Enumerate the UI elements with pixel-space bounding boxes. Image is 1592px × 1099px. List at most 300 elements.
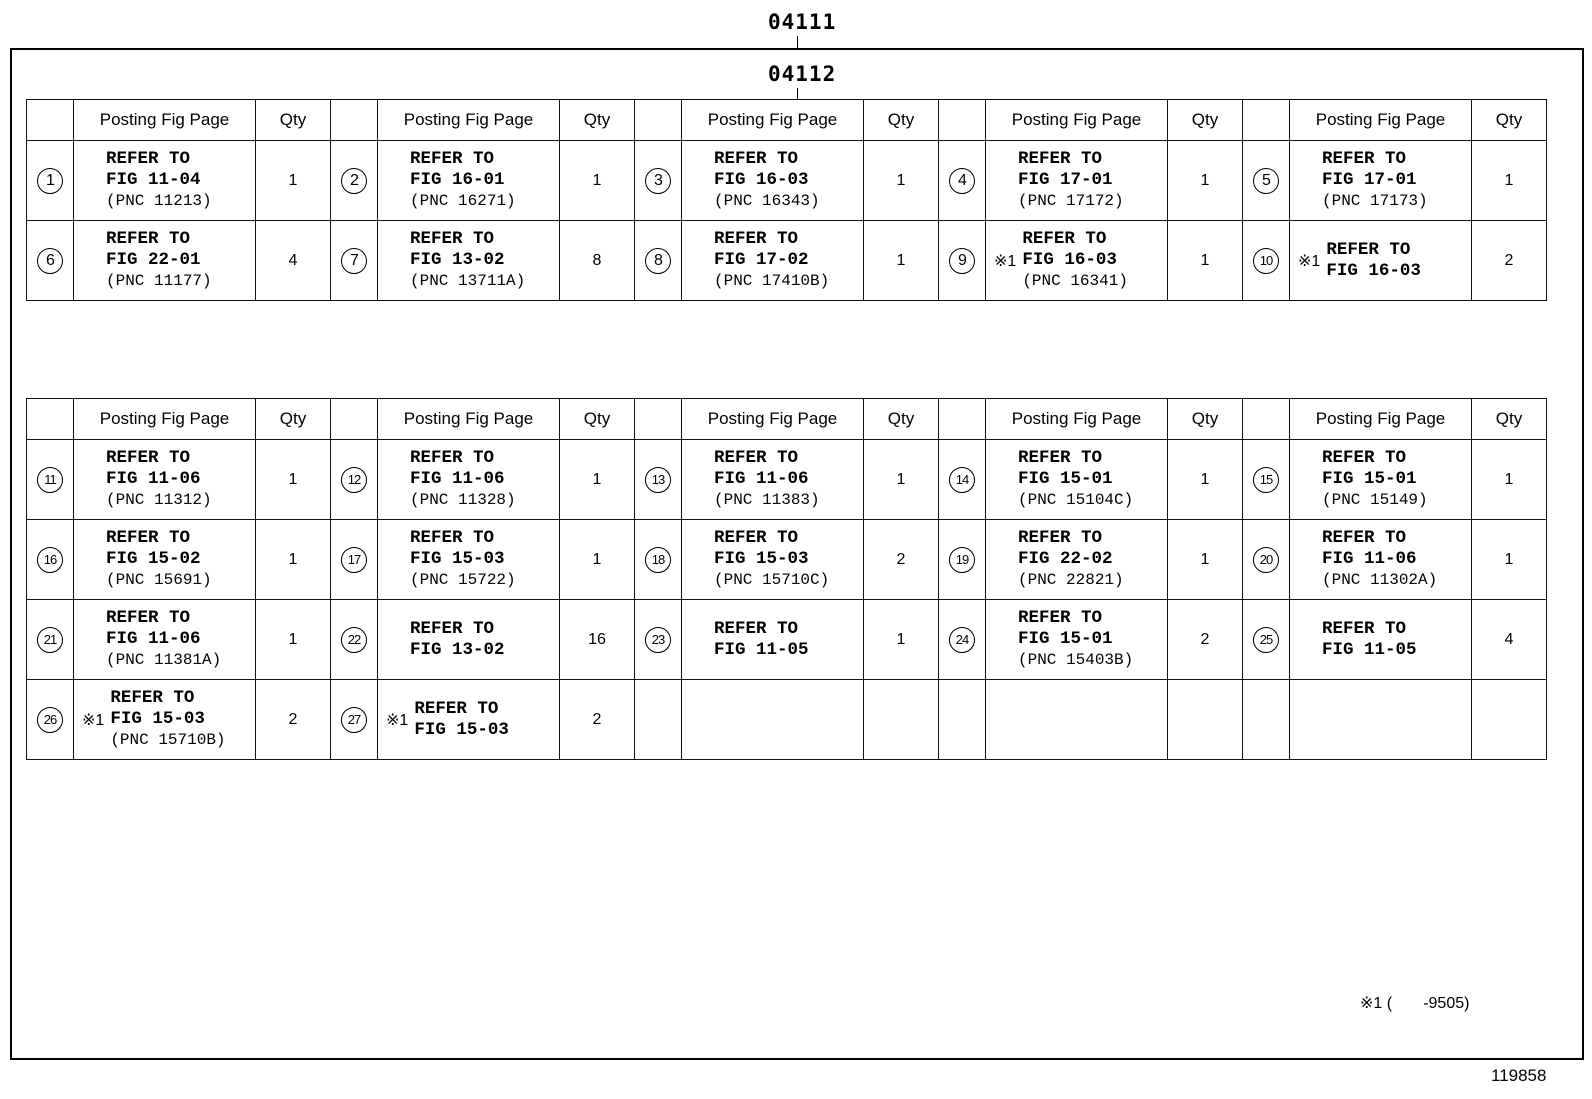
reference-text bbox=[994, 528, 1124, 591]
refer-to-label: REFER TO bbox=[1018, 608, 1103, 628]
index-cell bbox=[939, 520, 986, 600]
index-cell bbox=[331, 141, 378, 221]
index-cell bbox=[939, 440, 986, 520]
table-row bbox=[27, 600, 1547, 680]
item-number-badge: 24 bbox=[949, 627, 975, 653]
reference-block bbox=[986, 608, 1167, 671]
index-cell bbox=[1243, 141, 1290, 221]
reference-block bbox=[986, 528, 1167, 591]
reference-text bbox=[690, 619, 809, 661]
header-index bbox=[939, 100, 986, 141]
pnc-number: (PNC 16271) bbox=[410, 192, 516, 210]
figure-number: FIG 15-03 bbox=[410, 549, 505, 569]
reference-cell bbox=[986, 520, 1168, 600]
header-posting-fig-page: Posting Fig Page bbox=[74, 399, 256, 440]
reference-cell bbox=[378, 221, 560, 301]
index-cell bbox=[635, 440, 682, 520]
item-number-badge: 15 bbox=[1253, 467, 1279, 493]
outer-leader-line bbox=[797, 36, 798, 48]
reference-cell bbox=[74, 221, 256, 301]
refer-to-label: REFER TO bbox=[410, 448, 495, 468]
reference-text bbox=[690, 448, 820, 511]
figure-number: FIG 17-01 bbox=[1018, 170, 1113, 190]
header-index bbox=[635, 100, 682, 141]
reference-block bbox=[378, 149, 559, 212]
applicability-mark: ※1 bbox=[994, 252, 1017, 270]
refer-to-label: REFER TO bbox=[1322, 618, 1407, 639]
qty-cell bbox=[1168, 440, 1243, 520]
header-posting-fig-page: Posting Fig Page bbox=[378, 100, 560, 141]
refer-to-label: REFER TO bbox=[106, 149, 191, 169]
reference-cell bbox=[74, 141, 256, 221]
index-cell bbox=[27, 221, 74, 301]
reference-text bbox=[690, 229, 829, 292]
applicability-mark: ※1 bbox=[1298, 252, 1321, 270]
pnc-number: (PNC 15710B) bbox=[110, 731, 226, 749]
drawing-number: 119858 bbox=[1491, 1066, 1547, 1085]
figure-number: FIG 16-03 bbox=[1022, 250, 1117, 270]
figure-number: FIG 11-06 bbox=[106, 629, 201, 649]
quantity-value: 1 bbox=[1200, 251, 1210, 269]
quantity-value: 1 bbox=[288, 470, 298, 488]
reference-block bbox=[986, 448, 1167, 511]
refer-to-label: REFER TO bbox=[1322, 528, 1407, 548]
header-qty: Qty bbox=[1168, 100, 1243, 141]
header-qty: Qty bbox=[1472, 399, 1547, 440]
header-posting-fig-page: Posting Fig Page bbox=[1290, 399, 1472, 440]
item-number-badge: 20 bbox=[1253, 547, 1279, 573]
reference-cell bbox=[682, 141, 864, 221]
reference-block bbox=[378, 619, 559, 661]
index-cell bbox=[27, 600, 74, 680]
table-row bbox=[27, 141, 1547, 221]
applicability-mark: ※1 bbox=[82, 711, 105, 729]
header-index bbox=[331, 399, 378, 440]
pnc-number: (PNC 11312) bbox=[106, 491, 212, 509]
reference-cell bbox=[378, 440, 560, 520]
item-number-badge: 25 bbox=[1253, 627, 1279, 653]
refer-to-label: REFER TO bbox=[1322, 448, 1407, 468]
reference-text bbox=[386, 528, 516, 591]
header-posting-fig-page: Posting Fig Page bbox=[378, 399, 560, 440]
figure-number: FIG 15-01 bbox=[1018, 469, 1113, 489]
quantity-value: 8 bbox=[592, 251, 602, 269]
quantity-value: 2 bbox=[288, 710, 298, 728]
quantity-value: 1 bbox=[1200, 470, 1210, 488]
item-number-badge: 9 bbox=[949, 248, 975, 274]
item-number-badge: 3 bbox=[645, 168, 671, 194]
quantity-value: 2 bbox=[896, 550, 906, 568]
pnc-number: (PNC 16343) bbox=[714, 192, 820, 210]
refer-to-label: REFER TO bbox=[714, 149, 799, 169]
item-number-badge: 13 bbox=[645, 467, 671, 493]
qty-cell bbox=[560, 520, 635, 600]
qty-cell bbox=[560, 141, 635, 221]
index-cell bbox=[939, 680, 986, 760]
refer-to-label: REFER TO bbox=[110, 688, 195, 708]
qty-cell bbox=[256, 141, 331, 221]
pnc-number: (PNC 15104C) bbox=[1018, 491, 1134, 509]
qty-cell bbox=[1472, 440, 1547, 520]
figure-number: FIG 16-03 bbox=[714, 170, 809, 190]
qty-cell bbox=[1472, 141, 1547, 221]
refer-to-label: REFER TO bbox=[106, 229, 191, 249]
pnc-number: (PNC 11213) bbox=[106, 192, 212, 210]
reference-text bbox=[1022, 229, 1128, 292]
header-index bbox=[331, 100, 378, 141]
figure-number: FIG 11-06 bbox=[714, 469, 809, 489]
header-qty: Qty bbox=[560, 399, 635, 440]
refer-to-label: REFER TO bbox=[410, 528, 495, 548]
item-number-badge: 10 bbox=[1253, 248, 1279, 274]
reference-text bbox=[994, 149, 1124, 212]
item-number-badge: 26 bbox=[37, 707, 63, 733]
qty-cell bbox=[1168, 141, 1243, 221]
quantity-value: 1 bbox=[1504, 470, 1514, 488]
refer-to-label: REFER TO bbox=[106, 528, 191, 548]
reference-block bbox=[682, 619, 863, 661]
pnc-number: (PNC 17410B) bbox=[714, 272, 830, 290]
header-qty: Qty bbox=[864, 399, 939, 440]
reference-cell bbox=[378, 680, 560, 760]
index-cell bbox=[635, 520, 682, 600]
reference-block bbox=[74, 229, 255, 292]
outer-assembly-code: 04111 bbox=[768, 10, 837, 34]
reference-text bbox=[1326, 240, 1421, 282]
index-cell bbox=[331, 600, 378, 680]
reference-cell bbox=[378, 600, 560, 680]
qty-cell bbox=[560, 600, 635, 680]
header-qty: Qty bbox=[864, 100, 939, 141]
header-posting-fig-page: Posting Fig Page bbox=[1290, 100, 1472, 141]
inner-assembly-code: 04112 bbox=[768, 62, 837, 86]
figure-number: FIG 15-03 bbox=[414, 719, 509, 740]
index-cell bbox=[27, 520, 74, 600]
item-number-badge: 17 bbox=[341, 547, 367, 573]
header-index bbox=[635, 399, 682, 440]
reference-cell bbox=[1290, 680, 1472, 760]
refer-to-label: REFER TO bbox=[414, 698, 499, 719]
reference-block bbox=[378, 528, 559, 591]
quantity-value: 1 bbox=[592, 470, 602, 488]
reference-text bbox=[1298, 149, 1428, 212]
pnc-number: (PNC 11381A) bbox=[106, 651, 222, 669]
reference-block bbox=[682, 448, 863, 511]
reference-block bbox=[378, 229, 559, 292]
reference-block bbox=[1290, 240, 1471, 282]
reference-cell bbox=[378, 520, 560, 600]
item-number-badge: 1 bbox=[37, 168, 63, 194]
table-row bbox=[27, 221, 1547, 301]
quantity-value: 1 bbox=[1504, 171, 1514, 189]
qty-cell bbox=[864, 440, 939, 520]
quantity-value: 1 bbox=[288, 630, 298, 648]
header-index bbox=[1243, 100, 1290, 141]
reference-cell bbox=[74, 680, 256, 760]
reference-cell bbox=[74, 520, 256, 600]
reference-cell bbox=[682, 520, 864, 600]
quantity-value: 4 bbox=[288, 251, 298, 269]
figure-number: FIG 15-02 bbox=[106, 549, 201, 569]
index-cell bbox=[27, 440, 74, 520]
qty-cell bbox=[560, 440, 635, 520]
refer-to-label: REFER TO bbox=[1322, 149, 1407, 169]
reference-text bbox=[690, 149, 820, 212]
index-cell bbox=[939, 600, 986, 680]
applicability-mark: ※1 bbox=[386, 711, 409, 729]
index-cell bbox=[635, 680, 682, 760]
reference-text bbox=[82, 149, 212, 212]
qty-cell bbox=[560, 680, 635, 760]
pnc-number: (PNC 11383) bbox=[714, 491, 820, 509]
reference-block bbox=[378, 699, 559, 741]
header-qty: Qty bbox=[560, 100, 635, 141]
index-cell bbox=[635, 600, 682, 680]
header-index bbox=[939, 399, 986, 440]
pnc-number: (PNC 11302A) bbox=[1322, 571, 1438, 589]
quantity-value: 1 bbox=[1200, 171, 1210, 189]
refer-to-label: REFER TO bbox=[410, 229, 495, 249]
reference-block bbox=[74, 448, 255, 511]
refer-to-label: REFER TO bbox=[1018, 448, 1103, 468]
header-qty: Qty bbox=[1472, 100, 1547, 141]
header-qty: Qty bbox=[256, 399, 331, 440]
header-index bbox=[1243, 399, 1290, 440]
reference-block bbox=[1290, 528, 1471, 591]
reference-block bbox=[74, 149, 255, 212]
qty-cell bbox=[864, 520, 939, 600]
reference-text bbox=[414, 699, 509, 741]
figure-number: FIG 11-06 bbox=[1322, 549, 1417, 569]
qty-cell bbox=[256, 600, 331, 680]
refer-to-label: REFER TO bbox=[410, 149, 495, 169]
figure-number: FIG 15-01 bbox=[1322, 469, 1417, 489]
reference-text bbox=[386, 149, 516, 212]
item-number-badge: 27 bbox=[341, 707, 367, 733]
figure-number: FIG 17-02 bbox=[714, 250, 809, 270]
reference-cell bbox=[74, 600, 256, 680]
item-number-badge: 5 bbox=[1253, 168, 1279, 194]
quantity-value: 1 bbox=[288, 171, 298, 189]
item-number-badge: 12 bbox=[341, 467, 367, 493]
refer-to-label: REFER TO bbox=[714, 229, 799, 249]
index-cell bbox=[331, 440, 378, 520]
qty-cell bbox=[864, 680, 939, 760]
qty-cell bbox=[864, 221, 939, 301]
figure-number: FIG 11-06 bbox=[106, 469, 201, 489]
qty-cell bbox=[1472, 600, 1547, 680]
reference-cell bbox=[378, 141, 560, 221]
pnc-number: (PNC 15710C) bbox=[714, 571, 830, 589]
parts-reference-table-bottom bbox=[26, 398, 1547, 760]
pnc-number: (PNC 15149) bbox=[1322, 491, 1428, 509]
table-row bbox=[27, 520, 1547, 600]
header-index bbox=[27, 399, 74, 440]
header-posting-fig-page: Posting Fig Page bbox=[682, 100, 864, 141]
reference-cell bbox=[1290, 600, 1472, 680]
reference-block bbox=[1290, 619, 1471, 661]
reference-text bbox=[82, 229, 212, 292]
qty-cell bbox=[256, 440, 331, 520]
footnote: ※1 ( -9505) bbox=[1360, 995, 1470, 1012]
item-number-badge: 21 bbox=[37, 627, 63, 653]
item-number-badge: 14 bbox=[949, 467, 975, 493]
header-row bbox=[27, 399, 1547, 440]
index-cell bbox=[331, 221, 378, 301]
reference-text bbox=[1298, 619, 1417, 661]
reference-block bbox=[378, 448, 559, 511]
figure-number: FIG 17-01 bbox=[1322, 170, 1417, 190]
refer-to-label: REFER TO bbox=[106, 608, 191, 628]
header-qty: Qty bbox=[1168, 399, 1243, 440]
index-cell bbox=[1243, 221, 1290, 301]
index-cell bbox=[331, 520, 378, 600]
refer-to-label: REFER TO bbox=[1326, 239, 1411, 260]
qty-cell bbox=[1472, 680, 1547, 760]
quantity-value: 4 bbox=[1504, 630, 1514, 648]
reference-cell bbox=[986, 440, 1168, 520]
qty-cell bbox=[864, 600, 939, 680]
qty-cell bbox=[1472, 520, 1547, 600]
reference-text bbox=[82, 608, 221, 671]
item-number-badge: 19 bbox=[949, 547, 975, 573]
reference-block bbox=[986, 149, 1167, 212]
item-number-badge: 16 bbox=[37, 547, 63, 573]
index-cell bbox=[1243, 520, 1290, 600]
item-number-badge: 22 bbox=[341, 627, 367, 653]
header-qty: Qty bbox=[256, 100, 331, 141]
reference-text bbox=[1298, 528, 1437, 591]
figure-number: FIG 15-03 bbox=[714, 549, 809, 569]
index-cell bbox=[1243, 680, 1290, 760]
qty-cell bbox=[1168, 221, 1243, 301]
quantity-value: 1 bbox=[896, 630, 906, 648]
reference-block bbox=[986, 229, 1167, 292]
qty-cell bbox=[864, 141, 939, 221]
reference-block bbox=[74, 528, 255, 591]
figure-number: FIG 13-02 bbox=[410, 250, 505, 270]
pnc-number: (PNC 15691) bbox=[106, 571, 212, 589]
reference-text bbox=[82, 448, 212, 511]
refer-to-label: REFER TO bbox=[714, 618, 799, 639]
figure-number: FIG 22-01 bbox=[106, 250, 201, 270]
header-posting-fig-page: Posting Fig Page bbox=[682, 399, 864, 440]
table-row bbox=[27, 680, 1547, 760]
pnc-number: (PNC 22821) bbox=[1018, 571, 1124, 589]
quantity-value: 16 bbox=[588, 630, 606, 648]
index-cell bbox=[635, 221, 682, 301]
reference-text bbox=[110, 688, 225, 751]
qty-cell bbox=[1472, 221, 1547, 301]
reference-cell bbox=[682, 221, 864, 301]
quantity-value: 1 bbox=[1504, 550, 1514, 568]
reference-block bbox=[1290, 448, 1471, 511]
quantity-value: 2 bbox=[1504, 251, 1514, 269]
reference-cell bbox=[1290, 221, 1472, 301]
header-row bbox=[27, 100, 1547, 141]
qty-cell bbox=[1168, 600, 1243, 680]
reference-cell bbox=[74, 440, 256, 520]
refer-to-label: REFER TO bbox=[410, 618, 495, 639]
figure-number: FIG 11-05 bbox=[714, 639, 809, 660]
quantity-value: 1 bbox=[592, 550, 602, 568]
header-posting-fig-page: Posting Fig Page bbox=[74, 100, 256, 141]
reference-text bbox=[386, 229, 525, 292]
qty-cell bbox=[256, 520, 331, 600]
reference-block bbox=[74, 608, 255, 671]
reference-cell bbox=[986, 680, 1168, 760]
qty-cell bbox=[256, 221, 331, 301]
pnc-number: (PNC 16341) bbox=[1022, 272, 1128, 290]
qty-cell bbox=[1168, 520, 1243, 600]
reference-cell bbox=[1290, 440, 1472, 520]
reference-cell bbox=[1290, 141, 1472, 221]
reference-block bbox=[682, 229, 863, 292]
qty-cell bbox=[1168, 680, 1243, 760]
pnc-number: (PNC 13711A) bbox=[410, 272, 526, 290]
pnc-number: (PNC 15403B) bbox=[1018, 651, 1134, 669]
index-cell bbox=[939, 141, 986, 221]
figure-number: FIG 16-01 bbox=[410, 170, 505, 190]
quantity-value: 1 bbox=[592, 171, 602, 189]
refer-to-label: REFER TO bbox=[714, 528, 799, 548]
refer-to-label: REFER TO bbox=[106, 448, 191, 468]
reference-cell bbox=[986, 141, 1168, 221]
item-number-badge: 4 bbox=[949, 168, 975, 194]
item-number-badge: 2 bbox=[341, 168, 367, 194]
quantity-value: 1 bbox=[896, 251, 906, 269]
figure-number: FIG 16-03 bbox=[1326, 260, 1421, 281]
index-cell bbox=[1243, 600, 1290, 680]
qty-cell bbox=[560, 221, 635, 301]
reference-text bbox=[1298, 448, 1428, 511]
item-number-badge: 18 bbox=[645, 547, 671, 573]
index-cell bbox=[635, 141, 682, 221]
index-cell bbox=[27, 680, 74, 760]
quantity-value: 1 bbox=[896, 171, 906, 189]
quantity-value: 2 bbox=[592, 710, 602, 728]
refer-to-label: REFER TO bbox=[1018, 149, 1103, 169]
refer-to-label: REFER TO bbox=[714, 448, 799, 468]
pnc-number: (PNC 17173) bbox=[1322, 192, 1428, 210]
reference-block bbox=[74, 688, 255, 751]
item-number-badge: 11 bbox=[37, 467, 63, 493]
item-number-badge: 7 bbox=[341, 248, 367, 274]
header-index bbox=[27, 100, 74, 141]
index-cell bbox=[331, 680, 378, 760]
quantity-value: 1 bbox=[896, 470, 906, 488]
reference-text bbox=[994, 608, 1133, 671]
reference-block bbox=[682, 528, 863, 591]
item-number-badge: 8 bbox=[645, 248, 671, 274]
figure-number: FIG 13-02 bbox=[410, 639, 505, 660]
reference-cell bbox=[986, 221, 1168, 301]
quantity-value: 1 bbox=[1200, 550, 1210, 568]
parts-reference-table-top bbox=[26, 99, 1547, 301]
index-cell bbox=[939, 221, 986, 301]
quantity-value: 2 bbox=[1200, 630, 1210, 648]
pnc-number: (PNC 15722) bbox=[410, 571, 516, 589]
reference-cell bbox=[1290, 520, 1472, 600]
reference-cell bbox=[682, 600, 864, 680]
refer-to-label: REFER TO bbox=[1022, 229, 1107, 249]
figure-number: FIG 11-04 bbox=[106, 170, 201, 190]
figure-number: FIG 11-06 bbox=[410, 469, 505, 489]
reference-text bbox=[386, 619, 505, 661]
figure-number: FIG 15-03 bbox=[110, 709, 205, 729]
reference-block bbox=[682, 149, 863, 212]
qty-cell bbox=[256, 680, 331, 760]
